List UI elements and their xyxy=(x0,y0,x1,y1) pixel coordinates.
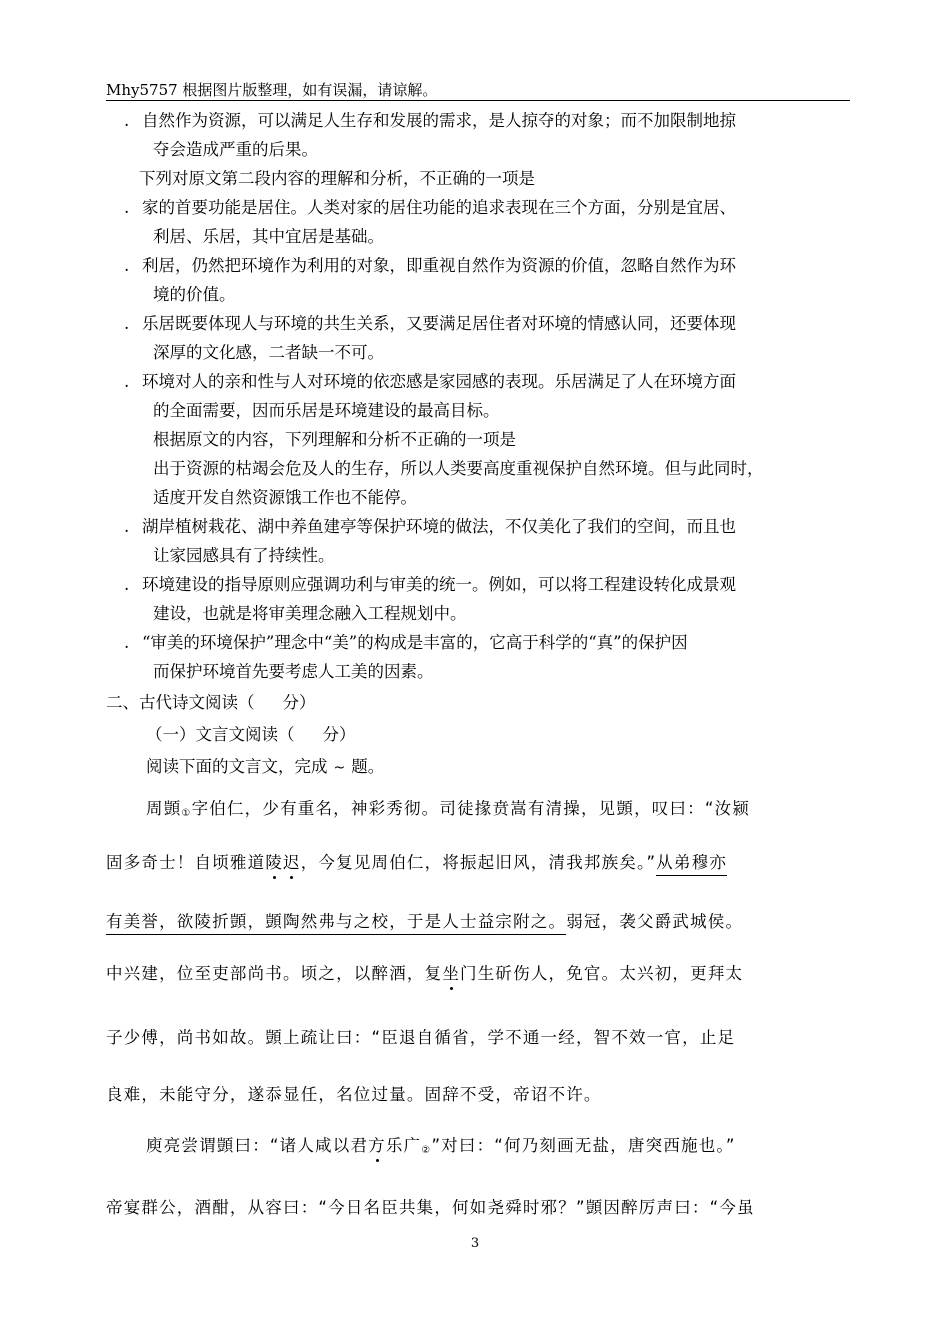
option-line-cont: 适度开发自然资源饿工作也不能停。 xyxy=(153,488,417,507)
option-line-cont: 的全面需要，因而乐居是环境建设的最高目标。 xyxy=(153,401,500,420)
option-line: . 乐居既要体现人与环境的共生关系，又要满足居住者对环境的情感认同，还要体现 xyxy=(124,314,736,333)
emphasized-char: 方 xyxy=(368,1136,386,1155)
passage-line: 良难，未能守分，遂忝显任，名位过量。固辞不受，帝诏不许。 xyxy=(106,1085,602,1104)
option-line-cont: 让家园感具有了持续性。 xyxy=(153,546,335,565)
underlined-sentence: 有美誉，欲陵折顗，顗陶然弗与之校，于是人士益宗附之。 xyxy=(106,912,566,935)
option-line-cont: 境的价值。 xyxy=(153,285,236,304)
passage-line: 帝宴群公，酒酣，从容曰：“今日名臣共集，何如尧舜时邪？”顗因醉厉声曰：“今虽 xyxy=(106,1198,755,1217)
passage-line: 周顗$_①$字伯仁，少有重名，神彩秀彻。司徒掾贲嵩有清操，见顗，叹曰：“汝颍 xyxy=(146,799,751,819)
bullet: . xyxy=(124,372,130,391)
section-heading: 二、古代诗文阅读（ 分） xyxy=(106,693,316,712)
bullet: . xyxy=(124,314,130,333)
option-line: . 家的首要功能是居住。人类对家的居住功能的追求表现在三个方面，分别是宜居、 xyxy=(124,198,736,217)
option-line: . 环境对人的亲和性与人对环境的依恋感是家园感的表现。乐居满足了人在环境方面 xyxy=(124,372,736,391)
footnote-marker: ② xyxy=(421,1145,432,1156)
bullet: . xyxy=(124,198,130,217)
passage-line: 庾亮尝谓顗曰：“诸人咸以君方乐广$_②$”对曰：“何乃刻画无盐，唐突西施也。” xyxy=(146,1136,736,1156)
header-note: Mhy5757 根据图片版整理，如有误漏，请谅解。 xyxy=(106,81,850,101)
option-line-cont: 而保护环境首先要考虑人工美的因素。 xyxy=(153,662,434,681)
option-line-cont: 利居、乐居，其中宜居是基础。 xyxy=(153,227,384,246)
page-number: 3 xyxy=(470,1236,480,1251)
passage-line: 中兴建，位至吏部尚书。顷之，以醉酒，复坐门生斫伤人，免官。太兴初，更拜太 xyxy=(106,964,744,983)
question-text: 根据原文的内容，下列理解和分析不正确的一项是 xyxy=(153,430,516,449)
bullet: . xyxy=(124,633,130,652)
question-text: 下列对原文第二段内容的理解和分析，不正确的一项是 xyxy=(139,169,535,188)
option-line: . 自然作为资源，可以满足人生存和发展的需求，是人掠夺的对象；而不加限制地掠 xyxy=(124,111,736,130)
subsection-heading: （一）文言文阅读（ 分） xyxy=(146,725,356,744)
bullet: . xyxy=(124,517,130,536)
option-line: . “审美的环境保护”理念中“美”的构成是丰富的，它高于科学的“真”的保护因 xyxy=(124,633,688,652)
option-line-cont: 夺会造成严重的后果。 xyxy=(153,140,318,159)
passage-line: 有美誉，欲陵折顗，顗陶然弗与之校，于是人士益宗附之。弱冠，袭父爵武城侯。 xyxy=(106,912,743,932)
option-line: . 利居，仍然把环境作为利用的对象，即重视自然作为资源的价值，忽略自然作为环 xyxy=(124,256,736,275)
option-line: . 湖岸植树栽花、湖中养鱼建亭等保护环境的做法，不仅美化了我们的空间，而且也 xyxy=(124,517,736,536)
passage-line: 固多奇士！自顷雅道陵迟，今复见周伯仁，将振起旧风，清我邦族矣。”从弟穆亦 xyxy=(106,853,727,873)
bullet: . xyxy=(124,111,130,130)
option-line-cont: 建设，也就是将审美理念融入工程规划中。 xyxy=(153,604,467,623)
instruction-text: 阅读下面的文言文，完成 ~ 题。 xyxy=(146,757,385,776)
passage-line: 子少傅，尚书如故。顗上疏让曰：“臣退自循省，学不通一经，智不效一官，止足 xyxy=(106,1028,736,1047)
emphasized-char: 坐 xyxy=(442,964,461,983)
emphasized-char: 迟 xyxy=(283,853,301,872)
footnote-marker: ① xyxy=(181,808,192,819)
option-line: 出于资源的枯竭会危及人的生存，所以人类要高度重视保护自然环境。但与此同时， xyxy=(153,459,764,478)
option-line-cont: 深厚的文化感，二者缺一不可。 xyxy=(153,343,384,362)
emphasized-char: 陵 xyxy=(265,853,284,872)
bullet: . xyxy=(124,575,130,594)
bullet: . xyxy=(124,256,130,275)
option-line: . 环境建设的指导原则应强调功利与审美的统一。例如，可以将工程建设转化成景观 xyxy=(124,575,736,594)
underlined-sentence: 从弟穆亦 xyxy=(656,853,727,876)
